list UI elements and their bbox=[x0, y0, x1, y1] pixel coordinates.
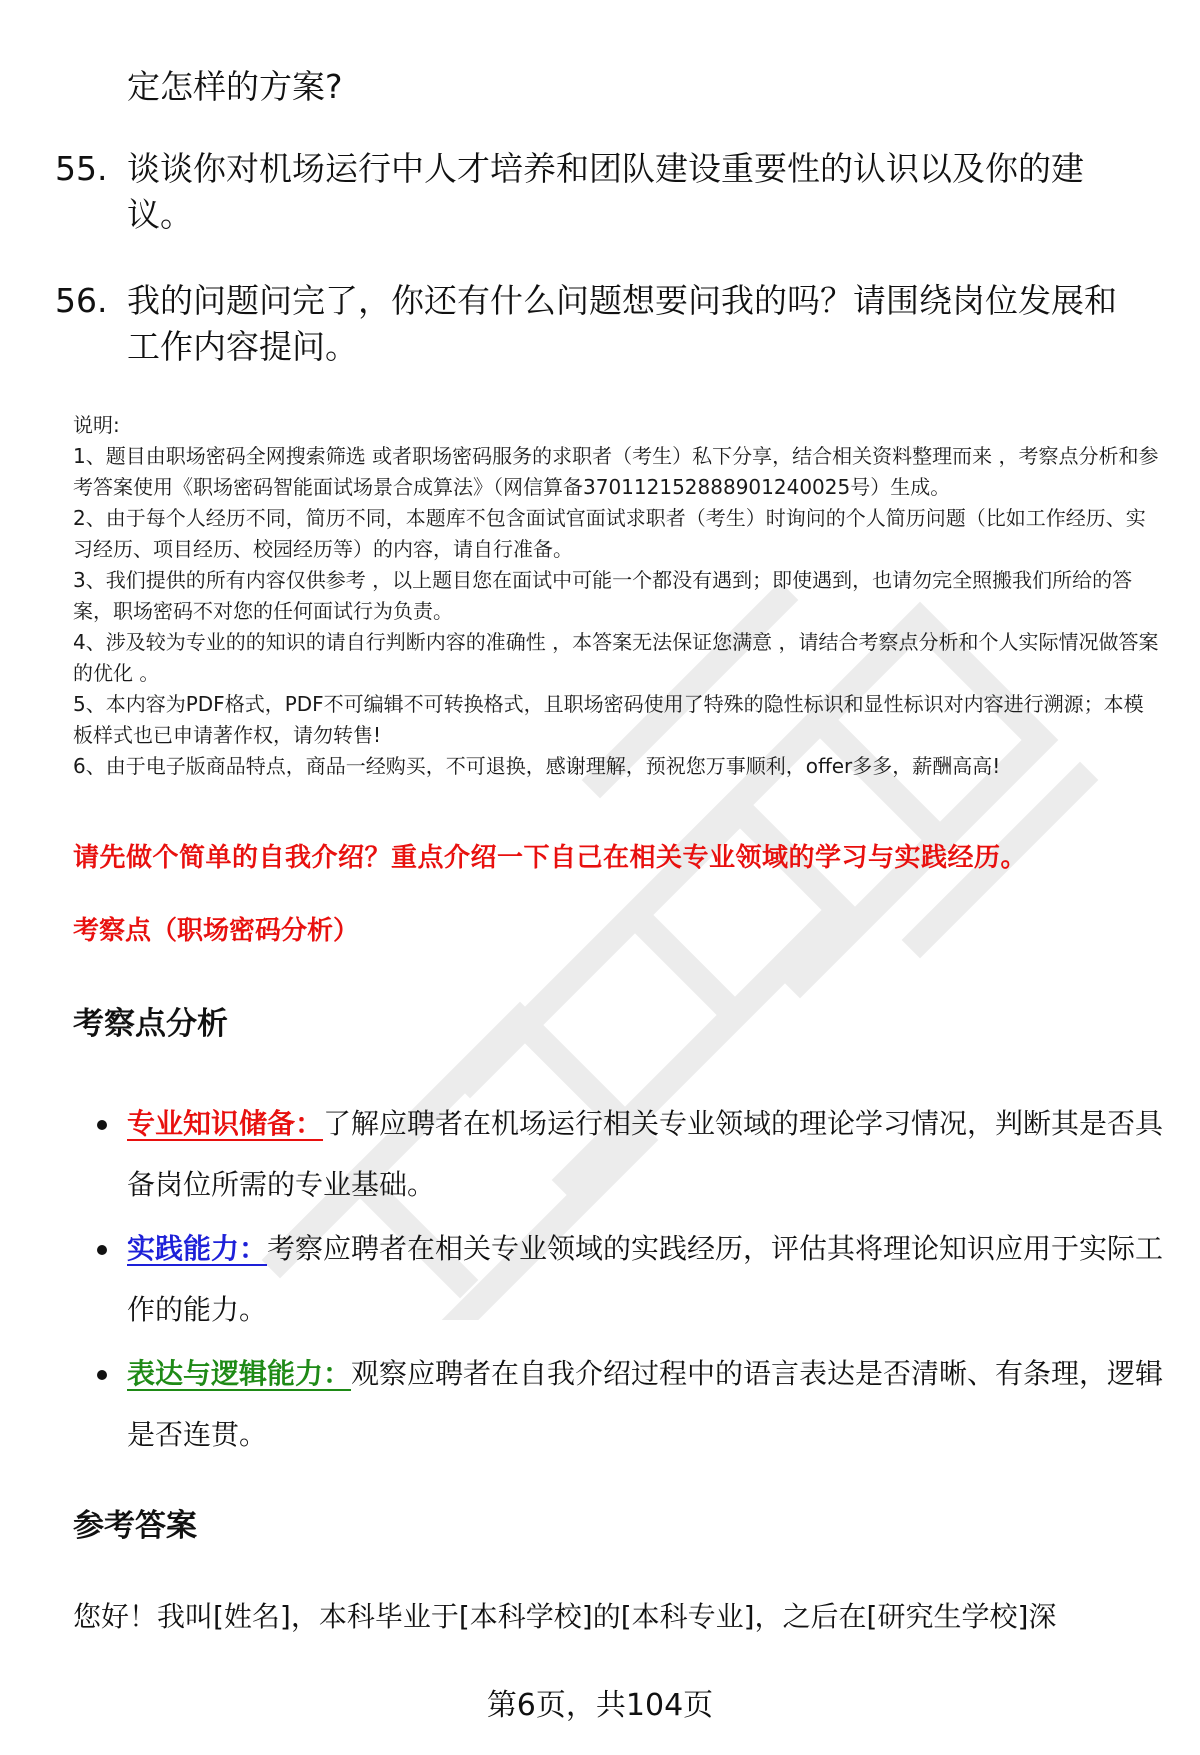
analysis-source-label: 考察点（职场密码分析） bbox=[73, 916, 360, 946]
analysis-point-label: 表达与逻辑能力： bbox=[127, 1357, 352, 1390]
featured-question: 请先做个简单的自我介绍？重点介绍一下自己在相关专业领域的学习与实践经历。 bbox=[73, 843, 1028, 873]
analysis-point-label: 专业知识储备： bbox=[127, 1107, 324, 1140]
analysis-point-text: 了解应聘者在机场运行相关专业领域的理论学习情况，判断其是否具备岗位所需的专业基础。 bbox=[127, 1107, 1164, 1201]
page-number-footer: 第6页，共104页 bbox=[486, 1688, 714, 1723]
question-number: 56. bbox=[55, 281, 108, 320]
analysis-point bbox=[95, 1218, 1175, 1340]
analysis-points-list bbox=[95, 1093, 1175, 1468]
bullet-icon bbox=[97, 1245, 107, 1255]
question-text: 谈谈你对机场运行中人才培养和团队建设重要性的认识以及你的建议。 bbox=[127, 149, 1084, 234]
notes-title: 说明: bbox=[73, 413, 120, 437]
analysis-heading: 考察点分析 bbox=[73, 1006, 228, 1042]
note-item: 1、题目由职场密码全网搜索筛选 或者职场密码服务的求职者（考生）私下分享，结合相关资料整理而来 ，考察点分析和参考答案使用《职场密码智能面试场景合成算法》（网信算备370112152888901240025号）生成。 bbox=[73, 444, 1159, 499]
analysis-point-text: 考察应聘者在相关专业领域的实践经历，评估其将理论知识应用于实际工作的能力。 bbox=[127, 1232, 1164, 1326]
analysis-point-text: 观察应聘者在自我介绍过程中的语言表达是否清晰、有条理，逻辑是否连贯。 bbox=[127, 1357, 1164, 1451]
note-item: 6、由于电子版商品特点，商品一经购买，不可退换，感谢理解，预祝您万事顺利，offer多多，薪酬高高! bbox=[73, 754, 1001, 778]
question-number: 55. bbox=[55, 149, 108, 188]
question-text: 我的问题问完了，你还有什么问题想要问我的吗？请围绕岗位发展和工作内容提问。 bbox=[127, 281, 1117, 366]
note-item: 3、我们提供的所有内容仅供参考 ，以上题目您在面试中可能一个都没有遇到；即使遇到，也请勿完全照搬我们所给的答案，职场密码不对您的任何面试行为负责。 bbox=[73, 568, 1133, 623]
note-item: 2、由于每个人经历不同，简历不同，本题库不包含面试官面试求职者（考生）时询问的个人简历问题（比如工作经历、实习经历、项目经历、校园经历等）的内容，请自行准备。 bbox=[73, 506, 1146, 561]
answer-heading: 参考答案 bbox=[73, 1508, 197, 1544]
note-item: 4、涉及较为专业的的知识的请自行判断内容的准确性 ，本答案无法保证您满意 ，请结合考察点分析和个人实际情况做答案的优化 。 bbox=[73, 630, 1159, 685]
analysis-point bbox=[95, 1343, 1175, 1465]
bullet-icon bbox=[97, 1120, 107, 1130]
question-55 bbox=[55, 146, 1155, 238]
bullet-icon bbox=[97, 1370, 107, 1380]
note-item: 5、本内容为PDF格式，PDF不可编辑不可转换格式，且职场密码使用了特殊的隐性标识和显性标识对内容进行溯源；本模板样式也已申请著作权，请勿转售! bbox=[73, 692, 1144, 747]
analysis-point bbox=[95, 1093, 1175, 1215]
answer-text: 您好！我叫[姓名]，本科毕业于[本科学校]的[本科专业]，之后在[研究生学校]深 bbox=[73, 1600, 1057, 1633]
question-54-continuation: 定怎样的方案? bbox=[127, 67, 343, 106]
notes-section bbox=[73, 410, 1163, 782]
analysis-point-label: 实践能力： bbox=[127, 1232, 268, 1265]
question-56 bbox=[55, 278, 1155, 370]
